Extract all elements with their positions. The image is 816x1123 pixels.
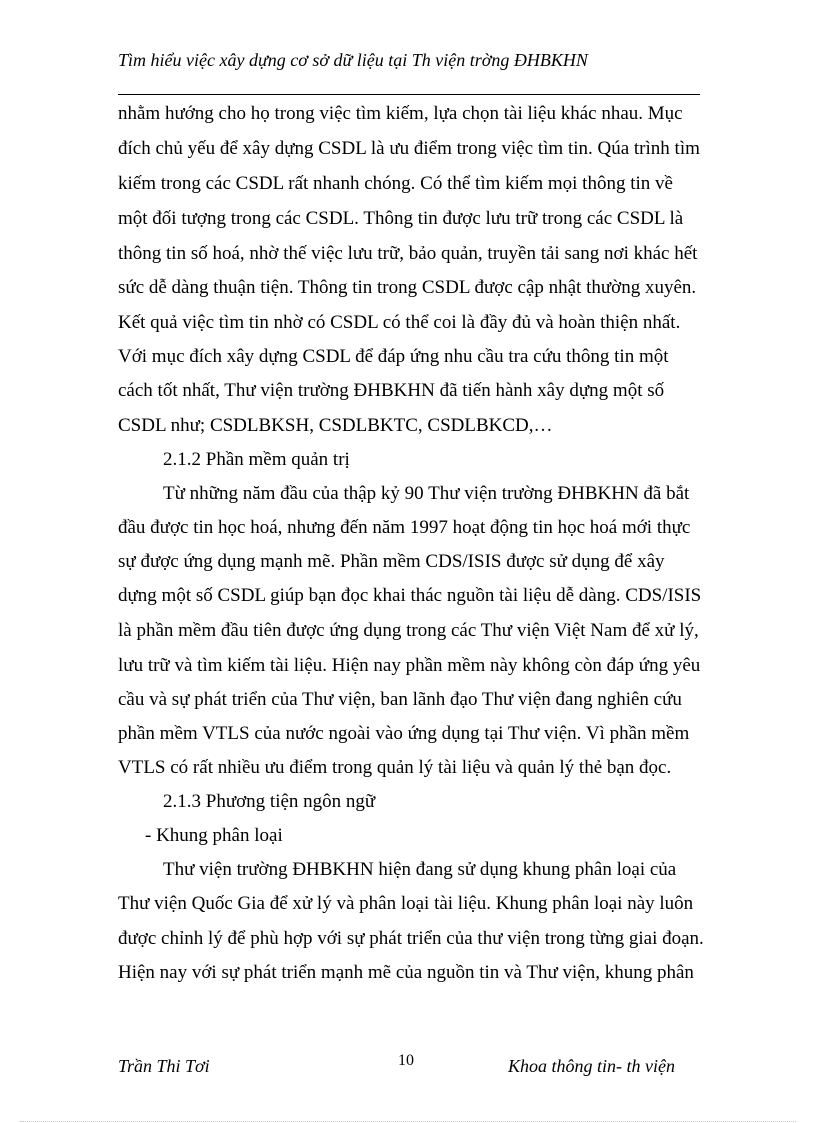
text-line: kiếm trong các CSDL rất nhanh chóng. Có thể tìm kiếm mọi thông tin về [118, 173, 673, 194]
section-heading: 2.1.3 Phương tiện ngôn ngữ [163, 791, 376, 812]
text-line: được chỉnh lý để phù hợp với sự phát triển của thư viện trong từng giai đoạn. [118, 928, 704, 949]
text-line: là phần mềm đầu tiên được ứng dụng trong các Thư viện Việt Nam để xử lý, [118, 620, 699, 641]
text-line: Thư viện trường ĐHBKHN hiện đang sử dụng khung phân loại của [163, 859, 677, 880]
page-header-title: Tìm hiểu việc xây dựng cơ sở dữ liệu tại Th viện trờng ĐHBKHN [118, 50, 588, 70]
header-rule [118, 94, 700, 95]
text-line: một đối tượng trong các CSDL. Thông tin được lưu trữ trong các CSDL là [118, 208, 684, 229]
text-line: Kết quả việc tìm tin nhờ có CSDL có thể coi là đầy đủ và hoàn thiện nhất. [118, 312, 681, 333]
text-line: lưu trữ và tìm kiếm tài liệu. Hiện nay phần mềm này không còn đáp ứng yêu [118, 655, 701, 676]
text-line: Hiện nay với sự phát triển mạnh mẽ của nguồn tin và Thư viện, khung phân [118, 962, 694, 983]
text-line: cầu và sự phát triển của Thư viện, ban lãnh đạo Thư viện đang nghiên cứu [118, 689, 682, 710]
text-line: cách tốt nhất, Thư viện trường ĐHBKHN đã tiến hành xây dựng một số [118, 380, 665, 401]
text-line: VTLS có rất nhiều ưu điểm trong quản lý tài liệu và quản lý thẻ bạn đọc. [118, 757, 672, 778]
text-line: phần mềm VTLS của nước ngoài vào ứng dụng tại Thư viện. Vì phần mềm [118, 723, 690, 744]
text-line: Với mục đích xây dựng CSDL để đáp ứng nhu cầu tra cứu thông tin một [118, 346, 669, 367]
page-edge-divider [20, 1121, 796, 1122]
footer-department: Khoa thông tin- th viện [508, 1056, 675, 1076]
text-line: sự được ứng dụng mạnh mẽ. Phần mềm CDS/ISIS được sử dụng để xây [118, 551, 665, 572]
text-line: đích chủ yếu để xây dựng CSDL là ưu điểm trong việc tìm tin. Qúa trình tìm [118, 138, 700, 159]
text-line: Từ những năm đầu của thập kỷ 90 Thư viện trường ĐHBKHN đã bắt [163, 483, 690, 504]
text-line: nhằm hướng cho họ trong việc tìm kiếm, lựa chọn tài liệu khác nhau. Mục [118, 103, 683, 124]
text-line: sức dễ dàng thuận tiện. Thông tin trong CSDL được cập nhật thường xuyên. [118, 277, 697, 298]
text-line: dựng một số CSDL giúp bạn đọc khai thác nguồn tài liệu dễ dàng. CDS/ISIS [118, 585, 702, 606]
list-item: - Khung phân loại [145, 825, 283, 846]
footer-page-number: 10 [398, 1052, 414, 1069]
text-line: CSDL như; CSDLBKSH, CSDLBKTC, CSDLBKCD,… [118, 415, 553, 436]
text-line: đầu được tin học hoá, nhưng đến năm 1997 hoạt động tin học hoá mới thực [118, 517, 691, 538]
section-heading: 2.1.2 Phần mềm quản trị [163, 449, 350, 470]
text-line: Thư viện Quốc Gia để xử lý và phân loại tài liệu. Khung phân loại này luôn [118, 893, 694, 914]
text-line: thông tin số hoá, nhờ thế việc lưu trữ, bảo quản, truyền tải sang nơi khác hết [118, 243, 698, 264]
footer-author: Trần Thi Tơi [118, 1056, 210, 1076]
